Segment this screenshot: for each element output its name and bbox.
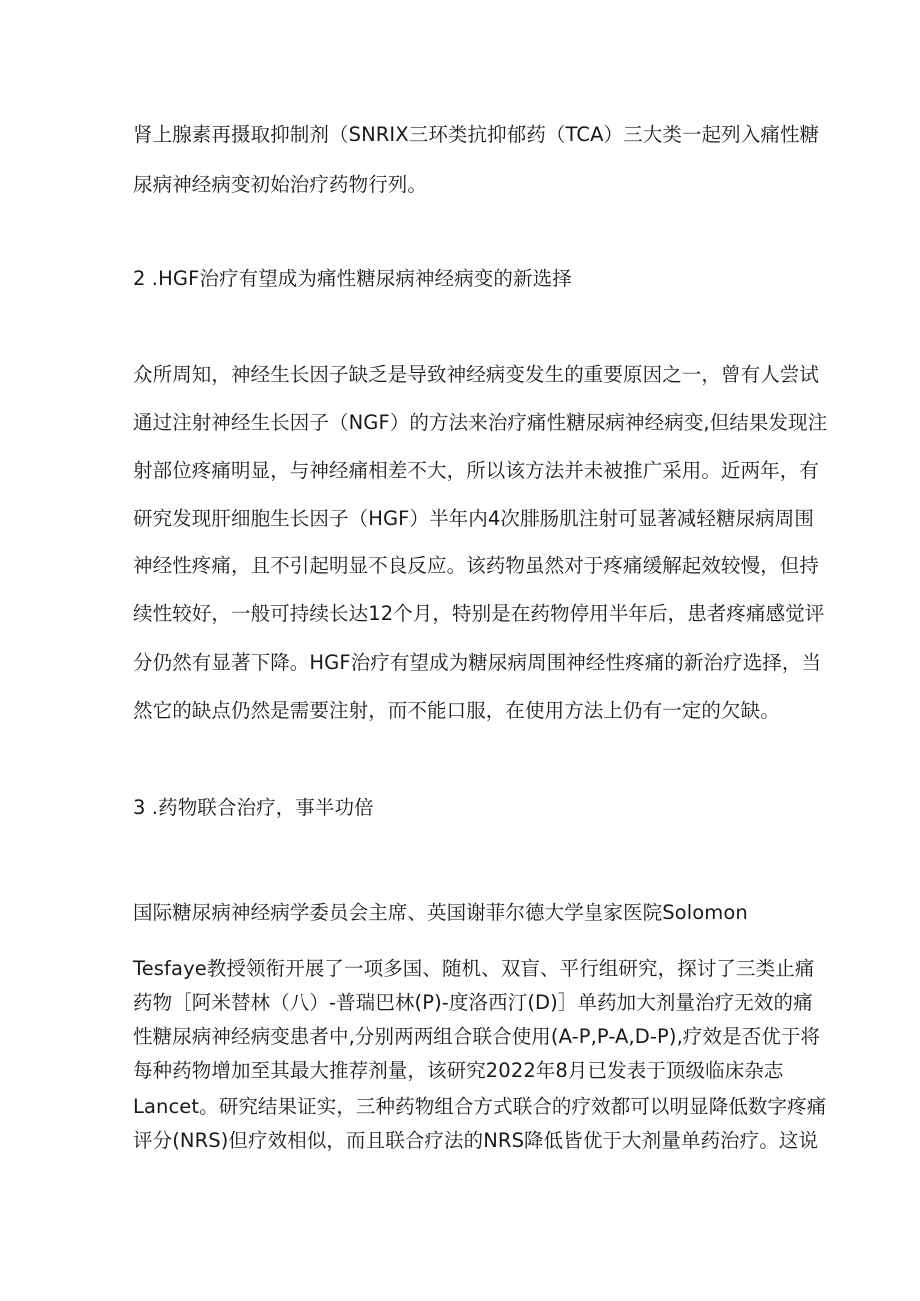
section-2-heading: 2 .HGF治疗有望成为痛性糖尿病神经病变的新选择 (133, 267, 572, 290)
section-3-heading: 3 .药物联合治疗，事半功倍 (133, 796, 374, 819)
section-2-line-7: 分仍然有显著下降。HGF治疗有望成为糖尿病周围神经性疼痛的新治疗选择，当 (133, 651, 822, 674)
section-3-line-5: 每种药物增加至其最大推荐剂量，该研究2022年8月已发表于顶级临床杂志 (133, 1059, 784, 1082)
section-3-line-1: 国际糖尿病神经病学委员会主席、英国谢菲尔德大学皇家医院Solomon (133, 901, 748, 924)
section-2-line-5: 神经性疼痛，且不引起明显不良反应。该药物虽然对于疼痛缓解起效较慢，但持 (133, 554, 820, 577)
section-3-line-7: 评分(NRS)但疗效相似，而且联合疗法的NRS降低皆优于大剂量单药治疗。这说 (133, 1129, 819, 1152)
section-3-line-2: Tesfaye教授领衔开展了一项多国、随机、双盲、平行组研究，探讨了三类止痛 (133, 957, 815, 980)
section-2-line-3: 射部位疼痛明显，与神经痛相差不大，所以该方法并未被推广采用。近两年，有 (133, 459, 820, 482)
section-3-line-4: 性糖尿病神经病变患者中,分别两两组合联合使用(A-P,P-A,D-P),疗效是否优于将 (133, 1025, 821, 1048)
section-2-line-2: 通过注射神经生长因子（NGF）的方法来治疗痛性糖尿病神经病变,但结果发现注 (133, 411, 828, 434)
intro-line-2: 尿病神经病变初始治疗药物行列。 (133, 173, 428, 196)
section-2-line-8: 然它的缺点仍然是需要注射，而不能口服，在使用方法上仍有一定的欠缺。 (133, 699, 780, 722)
section-2-line-1: 众所周知，神经生长因子缺乏是导致神经病变发生的重要原因之一，曾有人尝试 (133, 363, 820, 386)
section-3-line-3: 药物［阿米替林（八）-普瑞巴林(P)-度洛西汀(D)］单药加大剂量治疗无效的痛 (133, 991, 813, 1014)
section-2-line-4: 研究发现肝细胞生长因子（HGF）半年内4次腓肠肌注射可显著减轻糖尿病周围 (133, 507, 814, 530)
section-2-line-6: 续性较好，一般可持续长达12个月，特别是在药物停用半年后，患者疼痛感觉评 (133, 602, 825, 625)
intro-line-1: 肾上腺素再摄取抑制剂（SNRIX三环类抗抑郁药（TCA）三大类一起列入痛性糖 (133, 123, 820, 146)
section-3-line-6: Lancet。研究结果证实，三种药物组合方式联合的疗效都可以明显降低数字疼痛 (133, 1095, 827, 1118)
